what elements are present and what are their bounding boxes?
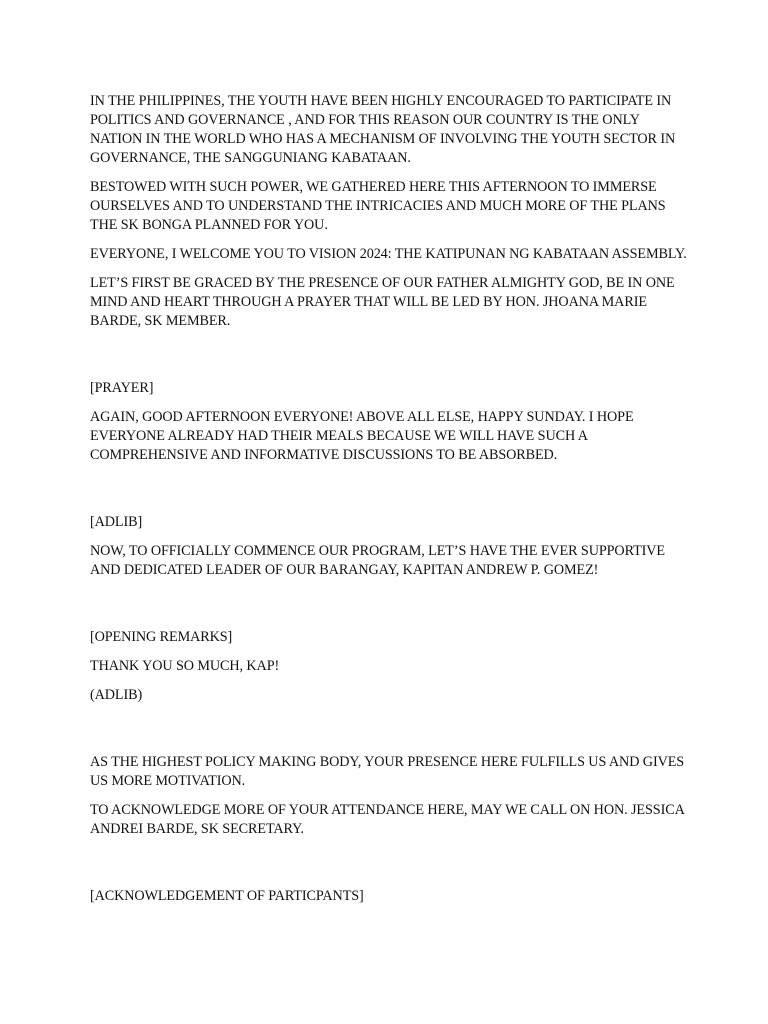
paragraph-intro: IN THE PHILIPPINES, THE YOUTH HAVE BEEN HIGHLY ENCOURAGED TO PARTICIPATE IN POLITICS AND GOVERNANCE , AND FOR THIS REASON OUR COUNTRY IS THE ONLY NATION IN THE WORLD WHO HAS A MECHANISM OF INVOLVING THE YOUTH SECTOR IN GOVERNANCE, THE SANGGUNIANG KABATAAN. — [90, 93, 676, 166]
cue-opening-remarks: [OPENING REMARKS] — [90, 629, 233, 645]
paragraph-bestowed: BESTOWED WITH SUCH POWER, WE GATHERED HERE THIS AFTERNOON TO IMMERSE OURSELVES AND TO UNDERSTAND THE INTRICACIES AND MUCH MORE OF THE PLANS THE SK BONGA PLANNED FOR YOU. — [90, 179, 666, 233]
cue-prayer: [PRAYER] — [90, 380, 154, 396]
cue-adlib: [ADLIB] — [90, 514, 143, 530]
paragraph-welcome: EVERYONE, I WELCOME YOU TO VISION 2024: THE KATIPUNAN NG KABATAAN ASSEMBLY. — [90, 246, 687, 262]
cue-adlib-2: (ADLIB) — [90, 687, 143, 703]
paragraph-greeting: AGAIN, GOOD AFTERNOON EVERYONE! ABOVE ALL ELSE, HAPPY SUNDAY. I HOPE EVERYONE ALREADY HAD THEIR MEALS BECAUSE WE WILL HAVE SUCH A COMPREHENSIVE AND INFORMATIVE DISCUSSIONS TO BE ABSORBED. — [90, 409, 634, 463]
paragraph-commence: NOW, TO OFFICIALLY COMMENCE OUR PROGRAM, LET’S HAVE THE EVER SUPPORTIVE AND DEDICATED LEADER OF OUR BARANGAY, KAPITAN ANDREW P. GOMEZ! — [90, 543, 665, 578]
paragraph-thank-you: THANK YOU SO MUCH, KAP! — [90, 658, 280, 674]
document-body — [90, 92, 690, 916]
paragraph-prayer-intro: LET’S FIRST BE GRACED BY THE PRESENCE OF OUR FATHER ALMIGHTY GOD, BE IN ONE MIND AND HEART THROUGH A PRAYER THAT WILL BE LED BY HON. JHOANA MARIE BARDE, SK MEMBER. — [90, 275, 675, 329]
cue-acknowledgement: [ACKNOWLEDGEMENT OF PARTICPANTS] — [90, 888, 364, 904]
paragraph-policy: AS THE HIGHEST POLICY MAKING BODY, YOUR PRESENCE HERE FULFILLS US AND GIVES US MORE MOTIVATION. — [90, 754, 685, 789]
paragraph-acknowledge: TO ACKNOWLEDGE MORE OF YOUR ATTENDANCE HERE, MAY WE CALL ON HON. JESSICA ANDREI BARDE, SK SECRETARY. — [90, 802, 684, 837]
